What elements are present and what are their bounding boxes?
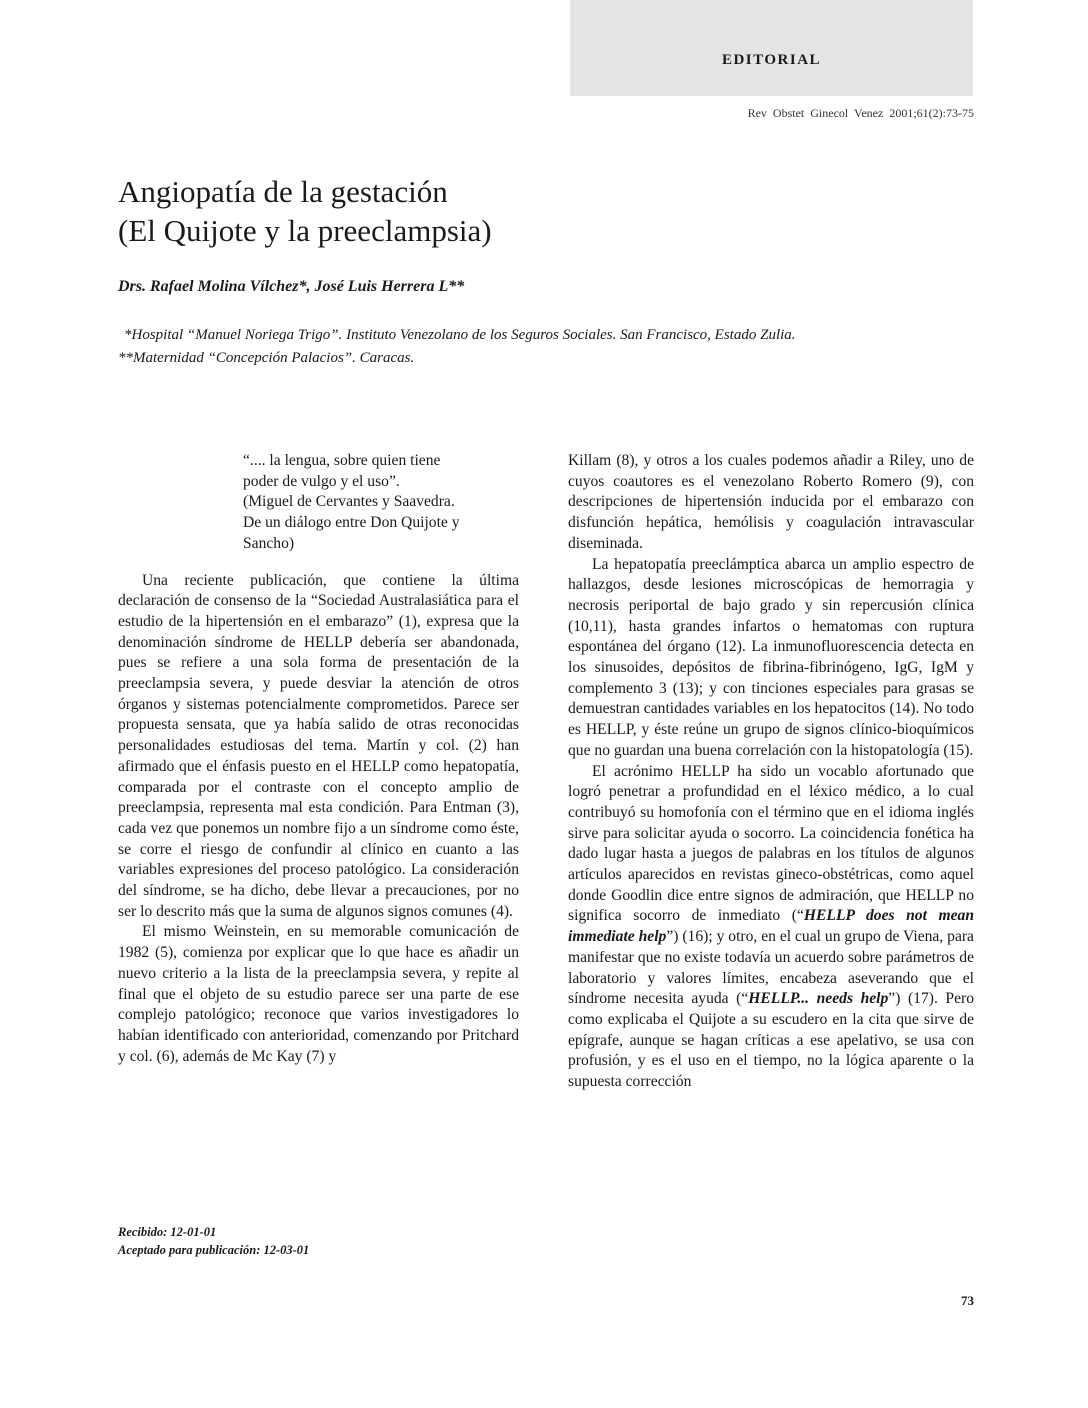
body-paragraph-2: El mismo Weinstein, en su memorable comunicación de 1982 (5), comienza por explicar que lo que hace es añadir un nuevo criterio a la lista de la preeclampsia severa, y repite al final que el objeto de su estudio parece ser una parte de ese complejo patológico; reconoce que varios investigadores lo habían identificado con anterioridad, comenzando por Pritchard y col. (6), además de Mc Kay (7) y [118,923,519,1065]
journal-citation: Rev Obstet Ginecol Venez 2001;61(2):73-75 [747,106,974,120]
paragraph-text: ”) (16); y otro, en el cual un grupo de Viena, para manifestar que no existe todavía un acuerdo sobre parámetros de laboratorio y valores límites, encabeza aseverando que el síndrome necesita ayuda (“ [568,928,974,1008]
article-title [118,172,492,250]
epigraph-line: De un diálogo entre Don Quijote y [243,514,460,532]
body-paragraph-3: La hepatopatía preeclámptica abarca un amplio espectro de hallazgos, desde lesiones microscópicas de hemorragia y necrosis periportal de bajo grado y sin repercusión clínica (10,11), hasta grandes infartos o hematomas con ruptura espontánea del órgano (12). La inmunofluorescencia detecta en los sinusoides, depósitos de fibrina-fibrinógeno, IgG, IgM y complemento 3 (13); y con tinciones especiales para grasas se demuestran cantidades variables en los hepatocitos (14). No todo es HELLP, y éste reúne un grupo de signos clínico-bioquímicos que no guardan una buena correlación con la histopatología (15). [568,555,974,759]
accepted-date: Aceptado para publicación: 12-03-01 [118,1243,310,1257]
body-paragraph-1: Una reciente publicación, que contiene la última declaración de consenso de la “Sociedad Australasiática para el estudio de la hipertensión en el embarazo” (1), expresa que la denominación síndrome de HELLP debería ser abandonada, pues se refiere a una sola forma de presentación de la preeclampsia severa, y puede desviar la atención de otros órganos y sistemas potencialmente comprometidos. Parece ser propuesta sensata, que ya había salido de otras reconocidas personalidades estudiosas del tema. Martín y col. (2) han afirmado que el énfasis puesto en el HELLP como hepatopatía, comparada por el contraste con el concepto amplio de preeclampsia, representa mal esta condición. Para Entman (3), cada vez que ponemos un nombre fijo a un síndrome como éste, se corre el riesgo de confundir al clínico en cuanto a las variables expresiones del proceso patológico. La consideración del síndrome, se ha dicho, debe llevar a precauciones, por no ser lo descrito más que la suma de algunos signos comunes (4). [118,571,519,920]
epigraph-line: “.... la lengua, sobre quien tiene [243,452,441,469]
emphasis-title: HELLP does not mean immediate help [568,907,974,946]
paragraph-text: ”) (17). Pero como explicaba el Quijote a su escudero en la cita que sirve de epígrafe, aunque se hagan críticas a ese apelativo, se usa con profusión, y es el uso en el tiempo, no la lógica aparente o la supuesta corrección [568,990,974,1091]
affiliation-2: **Maternidad “Concepción Palacios”. Caracas. [118,350,415,366]
submission-dates [118,1223,309,1259]
emphasis-title: HELLP... needs help [748,990,889,1008]
affiliations [118,324,796,370]
epigraph [243,451,519,555]
page-number: 73 [961,1293,974,1308]
article-authors: Drs. Rafael Molina Vílchez*, José Luis Herrera L** [118,278,465,295]
left-column [118,451,519,1067]
paragraph-text: El acrónimo HELLP ha sido un vocablo afortunado que logró penetrar a profundidad en el léxico médico, a lo cual contribuyó su homofonía con el término que en el idioma inglés sirve para solicitar ayuda o socorro. La coincidencia fonética ha dado lugar hasta a juegos de palabras en los títulos de algunos artículos aparecidos en revistas gineco-obstétricas, como aquel donde Goodlin dice entre signos de admiración, que HELLP no significa socorro de inmediato (“ [568,762,974,925]
section-label: EDITORIAL [721,52,822,68]
right-column [568,451,974,1093]
received-date: Recibido: 12-01-01 [118,1225,217,1239]
title-line-2: (El Quijote y la preeclampsia) [118,213,492,248]
header-band [570,0,973,96]
title-line-1: Angiopatía de la gestación [118,174,448,209]
epigraph-line: Sancho) [243,534,295,552]
affiliation-1: *Hospital “Manuel Noriega Trigo”. Instituto Venezolano de los Seguros Sociales. San Francisco, Estado Zulia. [124,327,796,343]
epigraph-line: poder de vulgo y el uso”. [243,472,400,490]
epigraph-line: (Miguel de Cervantes y Saavedra. [243,493,455,511]
body-paragraph-4 [568,762,974,1093]
body-paragraph-2-continued: Killam (8), y otros a los cuales podemos añadir a Riley, uno de cuyos coautores es el venezolano Roberto Romero (9), con descripciones de hipertensión inducida por el embarazo con disfunción hepática, hemólisis y coagulación intravascular diseminada. [568,452,974,552]
